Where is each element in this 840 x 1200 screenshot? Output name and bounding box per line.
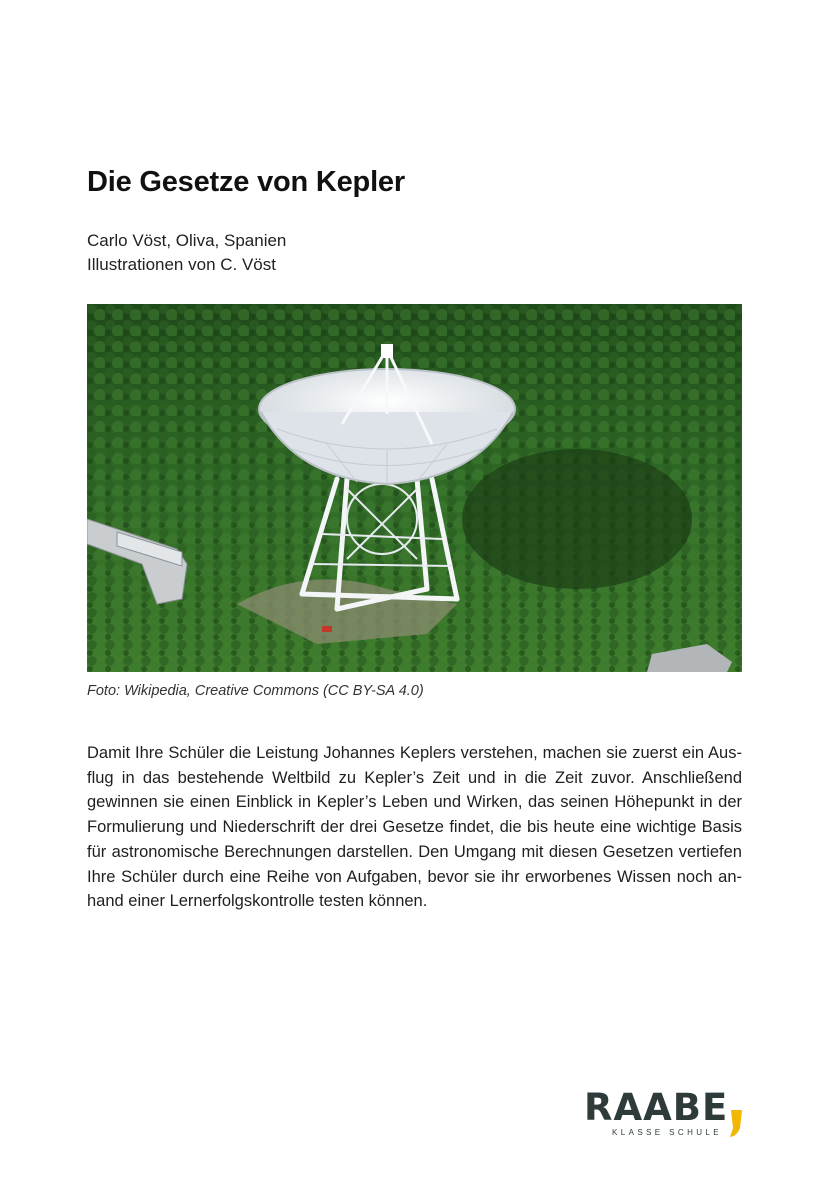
logo-tagline: KLASSE SCHULE (612, 1128, 723, 1137)
raabe-logo (584, 1088, 754, 1144)
illustrator-line: Illustrationen von C. Vöst (87, 255, 276, 274)
telescope-photo (87, 304, 742, 672)
intro-paragraph: Damit Ihre Schüler die Leistung Johannes Keplers verstehen, machen sie zuerst ein Ausflug in das bestehende Weltbild zu Kepler’s Zeit und in die Zeit zuvor. Anschließend gewinnen sie einen Einblick in Kepler’s Leben und Wirken, das seinen Höhepunkt in der Formulierung und Niederschrift der drei Gesetze findet, die bis heute eine wichtige Basis für astronomische Berechnungen darstellen. Den Umgang mit diesen Gesetzen vertiefen Ihre Schüler durch eine Reihe von Aufgaben, bevor sie ihr erworbenes Wissen noch anhand einer Lernerfolgskontrolle testen können. (87, 744, 742, 911)
photo-caption: Foto: Wikipedia, Creative Commons (CC BY-SA 4.0) (87, 683, 424, 699)
logo-comma-icon (729, 1108, 743, 1138)
author-line: Carlo Vöst, Oliva, Spanien (87, 231, 287, 250)
author-block (87, 229, 286, 277)
page-title: Die Gesetze von Kepler (87, 166, 405, 198)
logo-wordmark: RAABE (584, 1086, 729, 1129)
